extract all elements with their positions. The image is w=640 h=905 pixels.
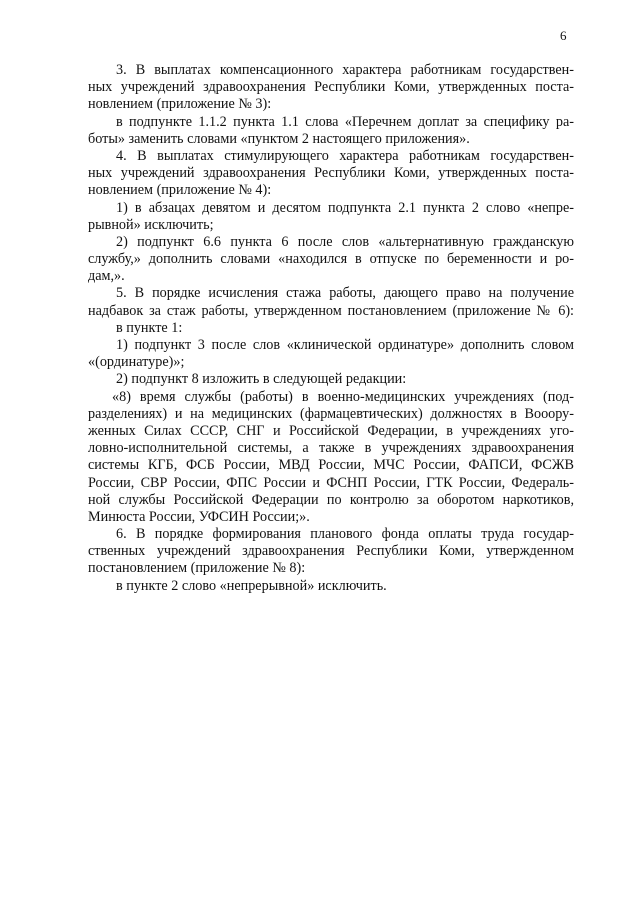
text-line: 5. В порядке исчисления стажа работы, дающего право на получение — [116, 285, 574, 302]
text-line: боты» заменить словами «пунктом 2 настоящего приложения». — [88, 130, 470, 147]
text-line: новлением (приложение № 4): — [88, 182, 272, 199]
text-line: России, СВР России, ФПС России и ФСНП России, ГТК России, Федераль- — [88, 474, 574, 491]
text-line: службу,» дополнить словами «находился в отпуске по беременности и ро- — [88, 251, 574, 268]
text-line: дам,». — [88, 268, 125, 285]
text-line: 4. В выплатах стимулирующего характера работникам государствен- — [116, 147, 574, 164]
text-line: новлением (приложение № 3): — [88, 96, 272, 113]
text-line: ных учреждений здравоохранения Республики Коми, утвержденных поста- — [88, 165, 574, 182]
text-line: 6. В порядке формирования планового фонда оплаты труда государ- — [116, 526, 574, 543]
text-line: 3. В выплатах компенсационного характера работникам государствен- — [116, 62, 574, 78]
text-line: ственных учреждений здравоохранения Республики Коми, утвержденном — [88, 543, 574, 560]
text-line: ных учреждений здравоохранения Республики Коми, утвержденных поста- — [88, 79, 574, 96]
text-line: 1) в абзацах девятом и десятом подпункта 2.1 пункта 2 слово «непре- — [116, 199, 574, 216]
text-line: в подпункте 1.1.2 пункта 1.1 слова «Перечнем доплат за специфику ра- — [116, 113, 574, 130]
text-line: «(ординатуре)»; — [88, 354, 185, 371]
text-line: надбавок за стаж работы, утвержденном постановлением (приложение № 6): — [88, 302, 574, 319]
text-line: 2) подпункт 8 изложить в следующей редакции: — [116, 371, 407, 388]
text-line: разделениях) и на медицинских (фармацевтических) должностях в Вооору- — [88, 405, 574, 422]
document-body — [88, 62, 574, 595]
text-line: «8) время службы (работы) в военно-медицинских учреждениях (под- — [112, 388, 574, 405]
text-line: ной службы Российской Федерации по контролю за оборотом наркотиков, — [88, 491, 574, 508]
text-line: системы КГБ, ФСБ России, МВД России, МЧС России, ФАПСИ, ФСЖВ — [88, 457, 574, 474]
text-line: Минюста России, УФСИН России;». — [88, 508, 310, 525]
text-line: 2) подпункт 6.6 пункта 6 после слов «альтернативную гражданскую — [116, 233, 574, 250]
text-line: рывной» исключить; — [88, 216, 214, 233]
text-line: ловно-исполнительной системы, а также в учреждениях здравоохранения — [88, 440, 574, 457]
page-number: 6 — [560, 28, 567, 43]
text-line: 1) подпункт 3 после слов «клинической ординатуре» дополнить словом — [116, 337, 574, 353]
text-line: в пункте 1: — [116, 319, 183, 336]
text-line: женных Силах СССР, СНГ и Российской Федерации, в учреждениях уго- — [88, 422, 574, 439]
text-line: постановлением (приложение № 8): — [88, 560, 306, 577]
text-line: в пункте 2 слово «непрерывной» исключить. — [116, 577, 387, 594]
